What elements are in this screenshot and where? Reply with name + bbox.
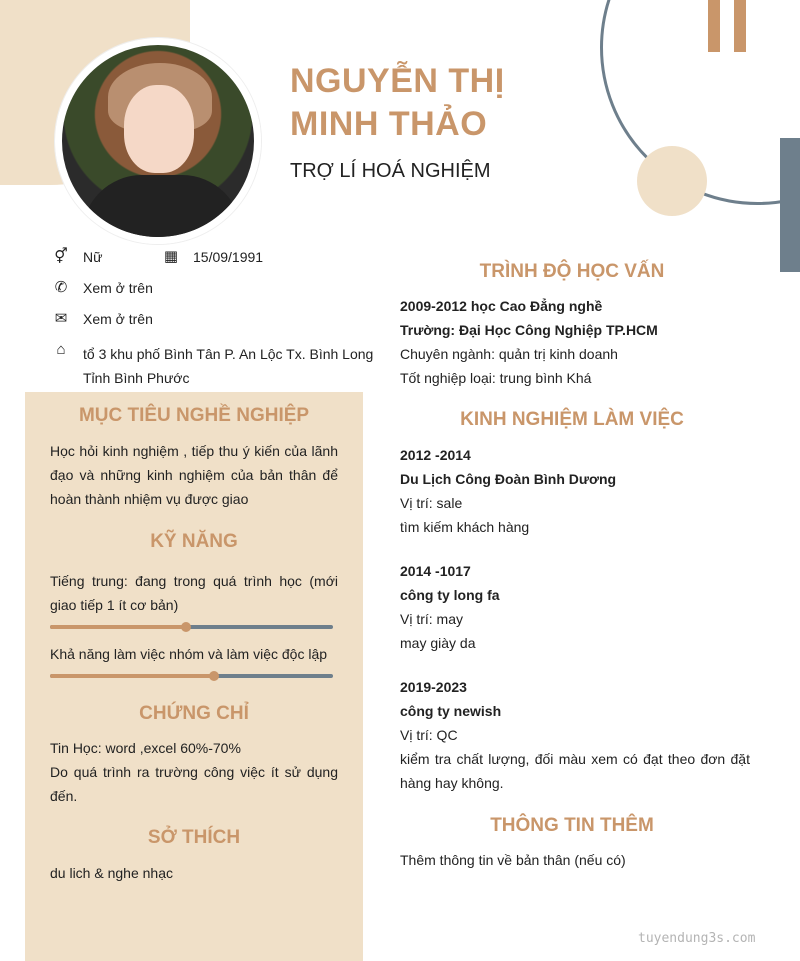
email-icon: ✉ bbox=[54, 310, 68, 327]
job-1 bbox=[400, 443, 750, 539]
skill-1-bar bbox=[50, 625, 333, 629]
decor-bar-side bbox=[780, 138, 800, 272]
job-3-period: 2019-2023 bbox=[400, 679, 467, 695]
objective-title: MỤC TIÊU NGHỀ NGHIỆP bbox=[78, 405, 310, 426]
job-3-position: Vị trí: QC bbox=[400, 727, 458, 743]
additional-text: Thêm thông tin về bản thân (nếu có) bbox=[400, 852, 626, 868]
job-3-description: kiểm tra chất lượng, đối màu xem có đạt theo đơn đặt hàng hay không. bbox=[400, 751, 750, 791]
skill-1-fill bbox=[50, 625, 186, 629]
decor-circle bbox=[637, 146, 707, 216]
address-value bbox=[83, 342, 373, 390]
experience-title: KINH NGHIỆM LÀM VIỆC bbox=[460, 409, 684, 430]
address-line-1: tổ 3 khu phố Bình Tân P. An Lộc Tx. Bình Long bbox=[83, 346, 374, 362]
job-3 bbox=[400, 675, 750, 795]
job-1-position: Vị trí: sale bbox=[400, 495, 463, 511]
hobbies-text: du lich & nghe nhạc bbox=[50, 865, 173, 881]
education-grade: Tốt nghiệp loại: trung bình Khá bbox=[400, 370, 592, 386]
education-title: TRÌNH ĐỘ HỌC VẤN bbox=[479, 261, 665, 282]
objective-text: Học hỏi kinh nghiệm , tiếp thu ý kiến của lãnh đạo và những kinh nghiệm của bản thân để hoàn thành nhiệm vụ được giao bbox=[50, 443, 338, 507]
decor-bar-1 bbox=[708, 0, 720, 52]
skills-title: KỸ NĂNG bbox=[150, 531, 238, 552]
education-school: Trường: Đại Học Công Nghiệp TP.HCM bbox=[400, 322, 658, 338]
name-line-1: NGUYỄN THỊ bbox=[290, 62, 505, 100]
skill-2-label: Khả năng làm việc nhóm và làm việc độc lập bbox=[50, 646, 328, 662]
skill-1-label: Tiếng trung: đang trong quá trình học (mới giao tiếp 1 ít cơ bản) bbox=[50, 573, 338, 613]
job-2 bbox=[400, 559, 750, 655]
job-2-company: công ty long fa bbox=[400, 587, 500, 603]
candidate-name bbox=[290, 60, 505, 146]
decor-bar-2 bbox=[734, 0, 746, 52]
phone-icon: ✆ bbox=[54, 279, 68, 296]
job-1-company: Du Lịch Công Đoàn Bình Dương bbox=[400, 471, 617, 487]
job-1-period: 2012 -2014 bbox=[400, 447, 471, 463]
education-major: Chuyên ngành: quản trị kinh doanh bbox=[400, 346, 618, 362]
certificate-line-1: Tin Học: word ,excel 60%-70% bbox=[50, 740, 241, 756]
hobbies-title: SỞ THÍCH bbox=[147, 827, 241, 848]
certificate-line-2: Do quá trình ra trường công việc ít sử dụng đến. bbox=[50, 764, 338, 804]
address-line-2: Tỉnh Bình Phước bbox=[83, 370, 190, 386]
skill-2-bar bbox=[50, 674, 333, 678]
home-icon: ⌂ bbox=[56, 341, 66, 358]
certificates-title: CHỨNG CHỈ bbox=[139, 703, 249, 724]
job-2-period: 2014 -1017 bbox=[400, 563, 471, 579]
email-value: Xem ở trên bbox=[83, 311, 153, 327]
job-2-position: Vị trí: may bbox=[400, 611, 464, 627]
calendar-icon: ▦ bbox=[163, 248, 179, 265]
photo-face bbox=[124, 85, 194, 173]
profile-photo bbox=[55, 38, 261, 244]
additional-title: THÔNG TIN THÊM bbox=[490, 815, 654, 836]
job-1-description: tìm kiếm khách hàng bbox=[400, 519, 530, 535]
photo-body bbox=[82, 175, 242, 244]
job-2-description: may giày da bbox=[400, 635, 476, 651]
phone-value: Xem ở trên bbox=[83, 280, 153, 296]
education-block bbox=[400, 294, 750, 390]
gender-icon: ⚥ bbox=[54, 248, 68, 265]
job-3-company: công ty newish bbox=[400, 703, 502, 719]
name-line-2: MINH THẢO bbox=[290, 105, 488, 143]
gender-value: Nữ bbox=[83, 249, 103, 265]
watermark: tuyendung3s.com bbox=[638, 931, 756, 946]
job-title: TRỢ LÍ HOÁ NGHIỆM bbox=[290, 160, 491, 182]
skill-1-knob bbox=[181, 622, 191, 632]
certificates-text bbox=[50, 736, 338, 808]
education-period: 2009-2012 học Cao Đẳng nghề bbox=[400, 298, 603, 314]
skill-2-fill bbox=[50, 674, 214, 678]
birthdate-value: 15/09/1991 bbox=[193, 249, 264, 265]
